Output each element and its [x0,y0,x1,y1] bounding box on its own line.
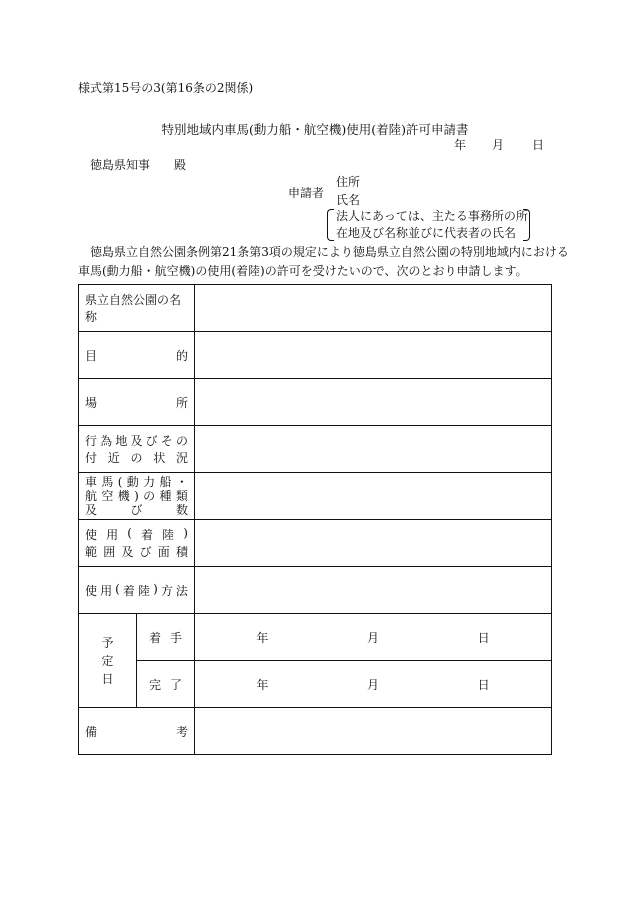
label-char: 地 [115,434,128,448]
label-char: ) [153,581,158,596]
label-char: の [130,451,143,465]
label-char: 方 [160,583,173,598]
label-char: 了 [169,677,182,692]
year-unit: 年 [256,677,269,692]
site-condition-value[interactable] [195,426,552,473]
label-char: ) [183,526,188,540]
schedule-label [79,614,137,708]
corporation-note [327,208,527,242]
applicant-label: 申請者 [288,186,325,200]
label-char: 為 [100,434,113,448]
purpose-value[interactable] [195,332,552,379]
label-char: 用 [106,528,119,542]
label-char: 目 [85,348,98,363]
use-method-value[interactable] [195,567,552,614]
corporation-note-line: 法人にあっては、主たる事務所の所 [336,209,528,223]
label-char: 付 [85,451,98,465]
corporation-note-line: 在地及び名称並びに代表者の氏名 [336,226,517,240]
label-char: 及 [121,545,134,559]
park-name-label [79,285,195,332]
application-form-table [78,284,552,755]
label-char: び [130,503,143,517]
park-name-text: 県立自然公園の名称 [85,293,182,324]
label-char: 数 [175,503,188,517]
form-number: 様式第15号の3(第16条の2関係) [78,81,254,95]
label-char: 考 [175,724,188,739]
use-method-label [79,567,195,614]
addressee: 徳島県知事 殿 [90,158,187,172]
label-char: 種 [159,489,172,503]
label-char: 法 [175,583,188,598]
day-unit: 日 [477,677,490,692]
label-char: 空 [101,489,114,503]
start-date-label [137,614,195,661]
end-date-value[interactable] [195,661,552,708]
place-value[interactable] [195,379,552,426]
label-char: ( [127,526,132,540]
bracket-right [523,209,530,241]
use-range-label [79,520,195,567]
label-char: そ [160,434,173,448]
table-row [79,379,552,426]
application-statement [78,243,569,281]
purpose-label [79,332,195,379]
label-char: 手 [169,630,182,645]
end-date-label [137,661,195,708]
name-label: 氏名 [336,193,361,207]
label-char: ・ [175,475,188,489]
label-char: 囲 [103,545,116,559]
label-char: 使 [85,583,98,598]
label-char: 況 [175,451,188,465]
table-row [79,473,552,520]
label-char: び [145,434,158,448]
table-row [79,332,552,379]
table-row [79,520,552,567]
label-char: 定 [101,653,114,668]
place-label [79,379,195,426]
remarks-value[interactable] [195,708,552,755]
table-row [79,285,552,332]
label-char: 陸 [162,528,175,542]
year-unit: 年 [256,630,269,645]
remarks-label [79,708,195,755]
label-char: 使 [85,528,98,542]
label-char: 及 [130,434,143,448]
label-char: 着 [141,528,154,542]
label-char: 完 [149,677,162,692]
label-char: ( [117,475,123,489]
bracket-left [327,209,334,241]
label-char: 動 [126,475,139,489]
month-unit: 月 [367,630,380,645]
month-unit: 月 [367,677,380,692]
use-range-value[interactable] [195,520,552,567]
site-condition-label [79,426,195,473]
label-char: の [175,434,188,448]
label-char: ( [115,581,120,596]
label-char: 的 [175,348,188,363]
label-char: 機 [117,489,130,503]
label-char: 及 [85,503,98,517]
label-char: 馬 [101,475,114,489]
label-char: 用 [100,583,113,598]
label-char: 近 [107,451,120,465]
table-row [79,661,552,708]
vehicle-type-label [79,473,195,520]
label-char: 状 [153,451,166,465]
park-name-value[interactable] [195,285,552,332]
label-char: ) [134,489,139,503]
statement-line: 車馬(動力船・航空機)の使用(着陸)の許可を受けたいので、次のとおり申請します。 [78,264,528,278]
label-char: 類 [175,489,188,503]
label-char: 場 [85,395,98,410]
application-date [454,136,544,153]
label-char: び [139,545,152,559]
date-month: 月 [492,138,505,152]
table-row [79,426,552,473]
label-char: 車 [85,475,98,489]
label-char: 陸 [137,583,150,598]
label-char: 範 [85,545,98,559]
table-row [79,708,552,755]
label-char: 航 [85,489,98,503]
document-title: 特別地域内車馬(動力船・航空機)使用(着陸)許可申請書 [161,122,469,137]
statement-line: 徳島県立自然公園条例第21条第3項の規定により徳島県立自然公園の特別地域内における [90,245,569,259]
label-char: 日 [101,671,114,686]
address-label: 住所 [336,175,361,189]
label-char: 船 [159,475,172,489]
label-char: の [143,489,156,503]
date-day: 日 [532,138,545,152]
day-unit: 日 [477,630,490,645]
label-char: 予 [101,635,114,650]
label-char: 所 [175,395,188,410]
label-char: 備 [85,724,98,739]
label-char: 着 [122,583,135,598]
label-char: 着 [149,630,162,645]
label-char: 力 [143,475,156,489]
vehicle-type-value[interactable] [195,473,552,520]
table-row [79,614,552,661]
table-row [79,567,552,614]
label-char: 面 [157,545,170,559]
label-char: 行 [85,434,98,448]
start-date-value[interactable] [195,614,552,661]
label-char: 積 [175,545,188,559]
date-year: 年 [454,138,467,152]
